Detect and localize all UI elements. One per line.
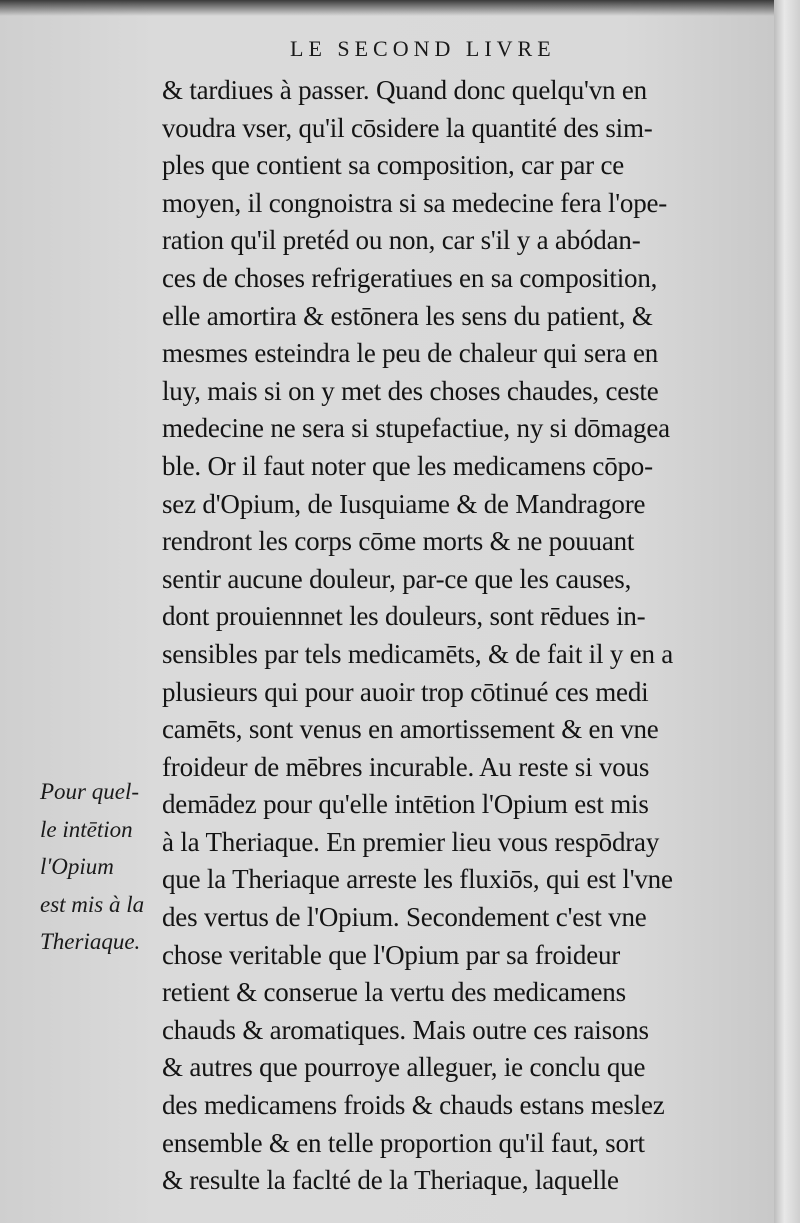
text-line: ration qu'il pretéd ou non, car s'il y a abódan- xyxy=(162,225,641,256)
text-line: dont prouiennnet les douleurs, sont rēdues in- xyxy=(162,601,646,632)
text-line: retient & conserue la vertu des medicamens xyxy=(162,977,626,1008)
text-line: des vertus de l'Opium. Secondement c'est vne xyxy=(162,902,647,933)
text-line: rendront les corps cōme morts & ne pouuant xyxy=(162,526,635,557)
text-line: camēts, sont venus en amortissement & en vne xyxy=(162,714,659,745)
text-line: moyen, il congnoistra si sa medecine fera l'ope- xyxy=(162,187,668,218)
text-line: à la Theriaque. En premier lieu vous respōdray xyxy=(162,826,660,857)
text-line: & resulte la faclté de la Theriaque, laquelle xyxy=(162,1165,619,1196)
marginal-note-line: le intētion xyxy=(40,816,133,842)
running-head: LE SECOND LIVRE xyxy=(290,36,556,61)
marginal-note-line: l'Opium xyxy=(40,854,114,880)
text-line: des medicamens froids & chauds estans meslez xyxy=(162,1090,665,1121)
marginal-note-line: Pour quel- xyxy=(40,779,140,804)
text-line: voudra vser, qu'il cōsidere la quantité des sim- xyxy=(162,112,653,143)
marginal-note-line: est mis à la xyxy=(40,891,145,917)
text-line: chauds & aromatiques. Mais outre ces raisons xyxy=(162,1014,649,1045)
text-line: sentir aucune douleur, par-ce que les causes, xyxy=(162,563,632,594)
text-line: ples que contient sa composition, car par ce xyxy=(162,150,625,181)
text-line: que la Theriaque arreste les fluxiōs, qui est l'vne xyxy=(162,864,673,895)
text-line: plusieurs qui pour auoir trop cōtinué ces medi xyxy=(162,676,649,707)
text-line: & autres que pourroye alleguer, ie conclu que xyxy=(162,1052,646,1083)
marginal-note xyxy=(40,773,172,961)
text-line: mesmes esteindra le peu de chaleur qui sera en xyxy=(162,338,659,369)
text-line: sensibles par tels medicamēts, & de fait il y en a xyxy=(162,638,674,669)
text-line: demādez pour qu'elle intētion l'Opium est mis xyxy=(162,789,649,820)
page-top-shadow xyxy=(0,0,780,16)
text-line: & tardiues à passer. Quand donc quelqu'vn en xyxy=(162,75,647,105)
text-line: ces de choses refrigeratiues en sa composition, xyxy=(162,262,658,293)
text-line: froideur de mēbres incurable. Au reste si vous xyxy=(162,751,650,782)
text-line: ble. Or il faut noter que les medicamens cōpo- xyxy=(162,450,653,481)
text-line: elle amortira & estōnera les sens du patient, & xyxy=(162,300,653,331)
page-edge xyxy=(774,0,800,1223)
text-line: chose veritable que l'Opium par sa froideur xyxy=(162,939,621,970)
text-line: luy, mais si on y met des choses chaudes, ceste xyxy=(162,375,659,406)
marginal-note-line: Theriaque. xyxy=(40,929,141,955)
body-text xyxy=(162,72,762,1200)
text-line: medecine ne sera si stupefactiue, ny si dōmagea xyxy=(162,413,670,444)
text-line: sez d'Opium, de Iusquiame & de Mandragore xyxy=(162,488,646,519)
text-line: ensemble & en telle proportion qu'il faut, sort xyxy=(162,1127,645,1158)
